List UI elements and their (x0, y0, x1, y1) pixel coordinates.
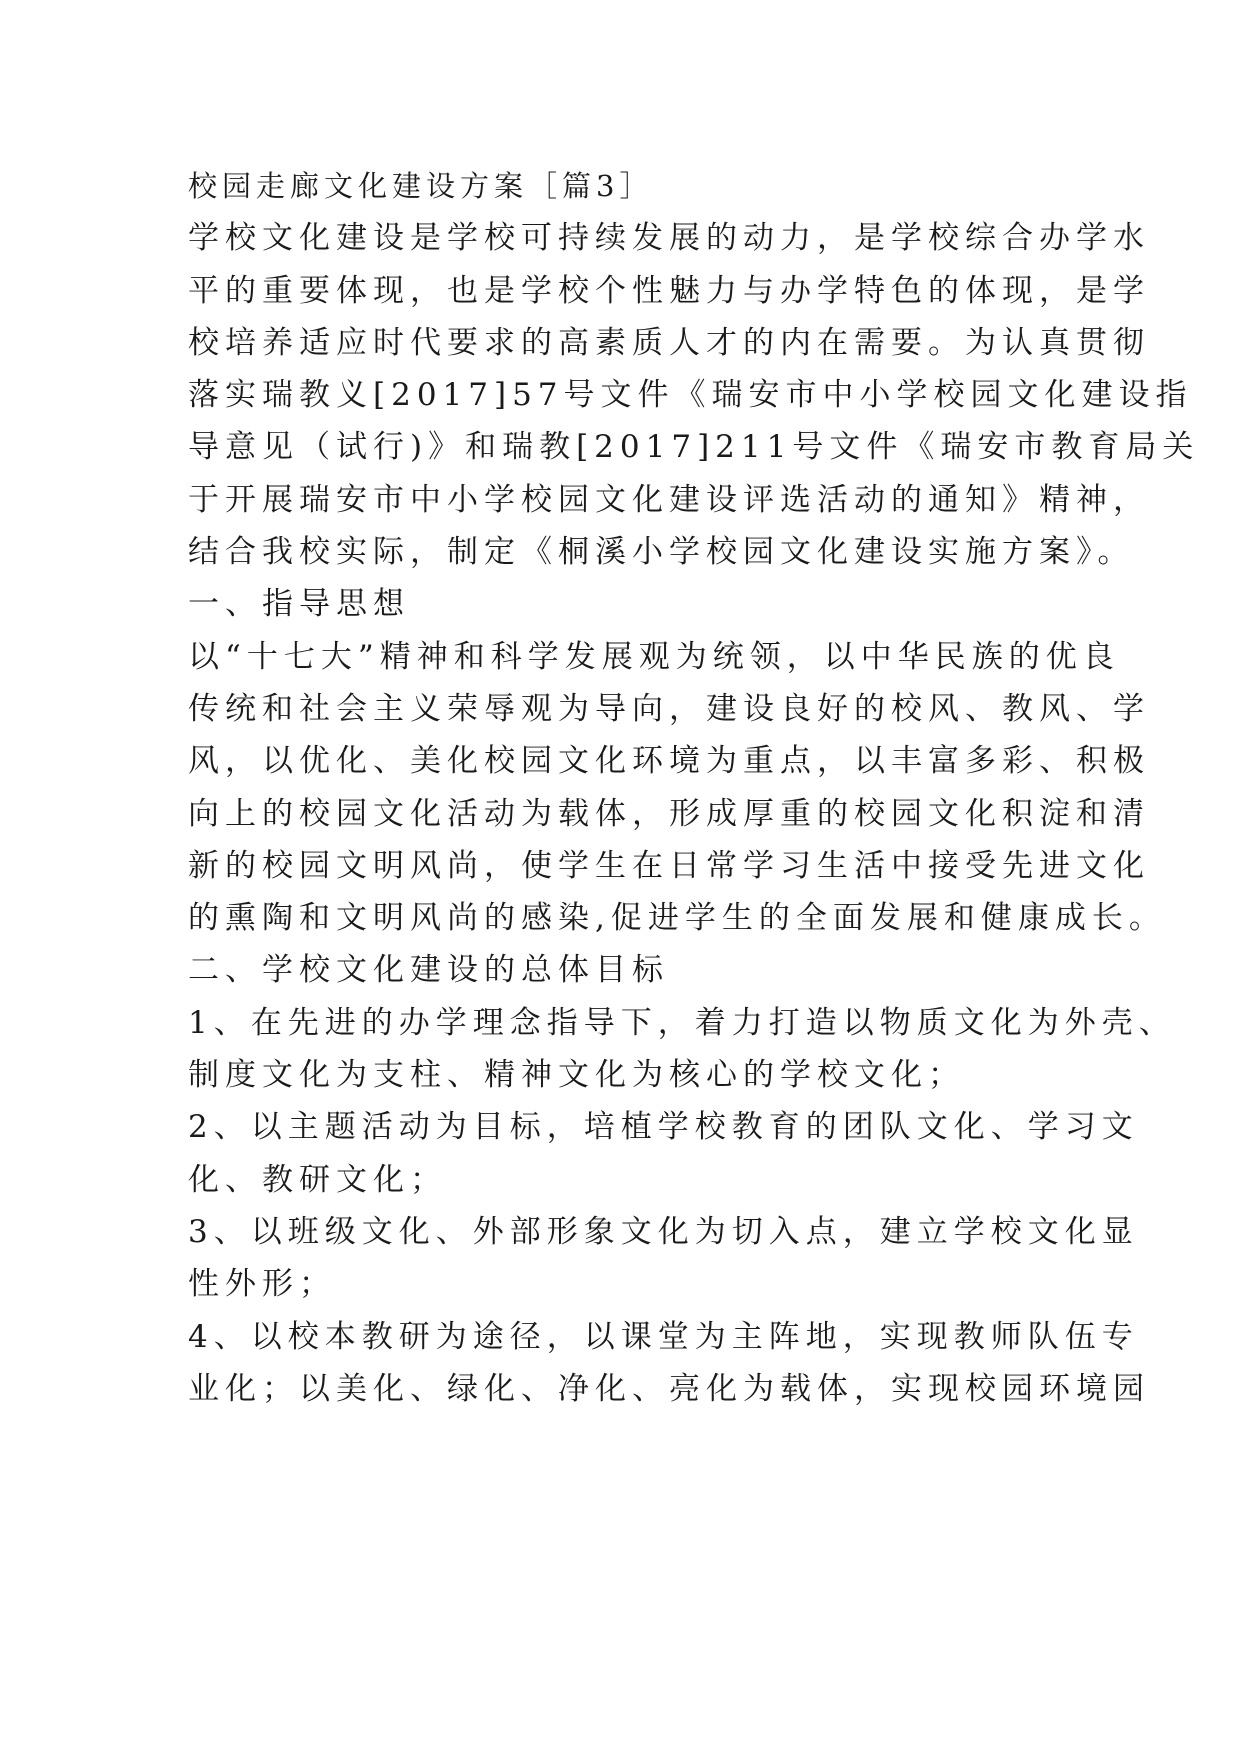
paragraph-line: 校培养适应时代要求的高素质人才的内在需要。为认真贯彻 (188, 324, 1150, 361)
list-item-line: 2、以主题活动为目标，培植学校教育的团队文化、学习文 (188, 1109, 1139, 1146)
section-heading: 一、指导思想 (188, 586, 410, 623)
list-item-line: 3、以班级文化、外部形象文化为切入点，建立学校文化显 (188, 1213, 1139, 1250)
list-item-line: 化、教研文化； (188, 1161, 447, 1198)
list-item-line: 1、在先进的办学理念指导下，着力打造以物质文化为外壳、 (188, 1004, 1176, 1041)
paragraph-line: 风，以优化、美化校园文化环境为重点，以丰富多彩、积极 (188, 743, 1150, 780)
paragraph-line: 以“十七大”精神和科学发展观为统领，以中华民族的优良 (188, 638, 1120, 675)
paragraph-line: 导意见（试行)》和瑞教[2017]211号文件《瑞安市教育局关 (188, 429, 1200, 466)
paragraph-line: 平的重要体现，也是学校个性魅力与办学特色的体现，是学 (188, 272, 1150, 309)
paragraph-line: 于开展瑞安市中小学校园文化建设评选活动的通知》精神， (188, 481, 1150, 518)
list-item-line: 性外形； (188, 1266, 336, 1303)
list-item-line: 业化；以美化、绿化、净化、亮化为载体，实现校园环境园 (188, 1370, 1150, 1407)
paragraph-line: 结合我校实际，制定《桐溪小学校园文化建设实施方案》。 (188, 534, 1135, 571)
paragraph-line: 学校文化建设是学校可持续发展的动力，是学校综合办学水 (188, 220, 1150, 257)
list-item-line: 制度文化为支柱、精神文化为核心的学校文化； (188, 1057, 965, 1094)
list-item-line: 4、以校本教研为途径，以课堂为主阵地，实现教师队伍专 (188, 1318, 1139, 1355)
section-heading: 二、学校文化建设的总体目标 (188, 952, 669, 989)
paragraph-line: 落实瑞教义[2017]57号文件《瑞安市中小学校园文化建设指 (188, 377, 1193, 414)
document-title: 校园走廊文化建设方案［篇3］ (188, 169, 654, 203)
paragraph-line: 向上的校园文化活动为载体，形成厚重的校园文化积淀和清 (188, 795, 1150, 832)
paragraph-line: 的熏陶和文明风尚的感染,促进学生的全面发展和健康成长。 (188, 900, 1166, 937)
paragraph-line: 新的校园文明风尚，使学生在日常学习生活中接受先进文化 (188, 847, 1150, 884)
document-body (188, 160, 1200, 1415)
paragraph-line: 传统和社会主义荣辱观为导向，建设良好的校风、教风、学 (188, 690, 1150, 727)
